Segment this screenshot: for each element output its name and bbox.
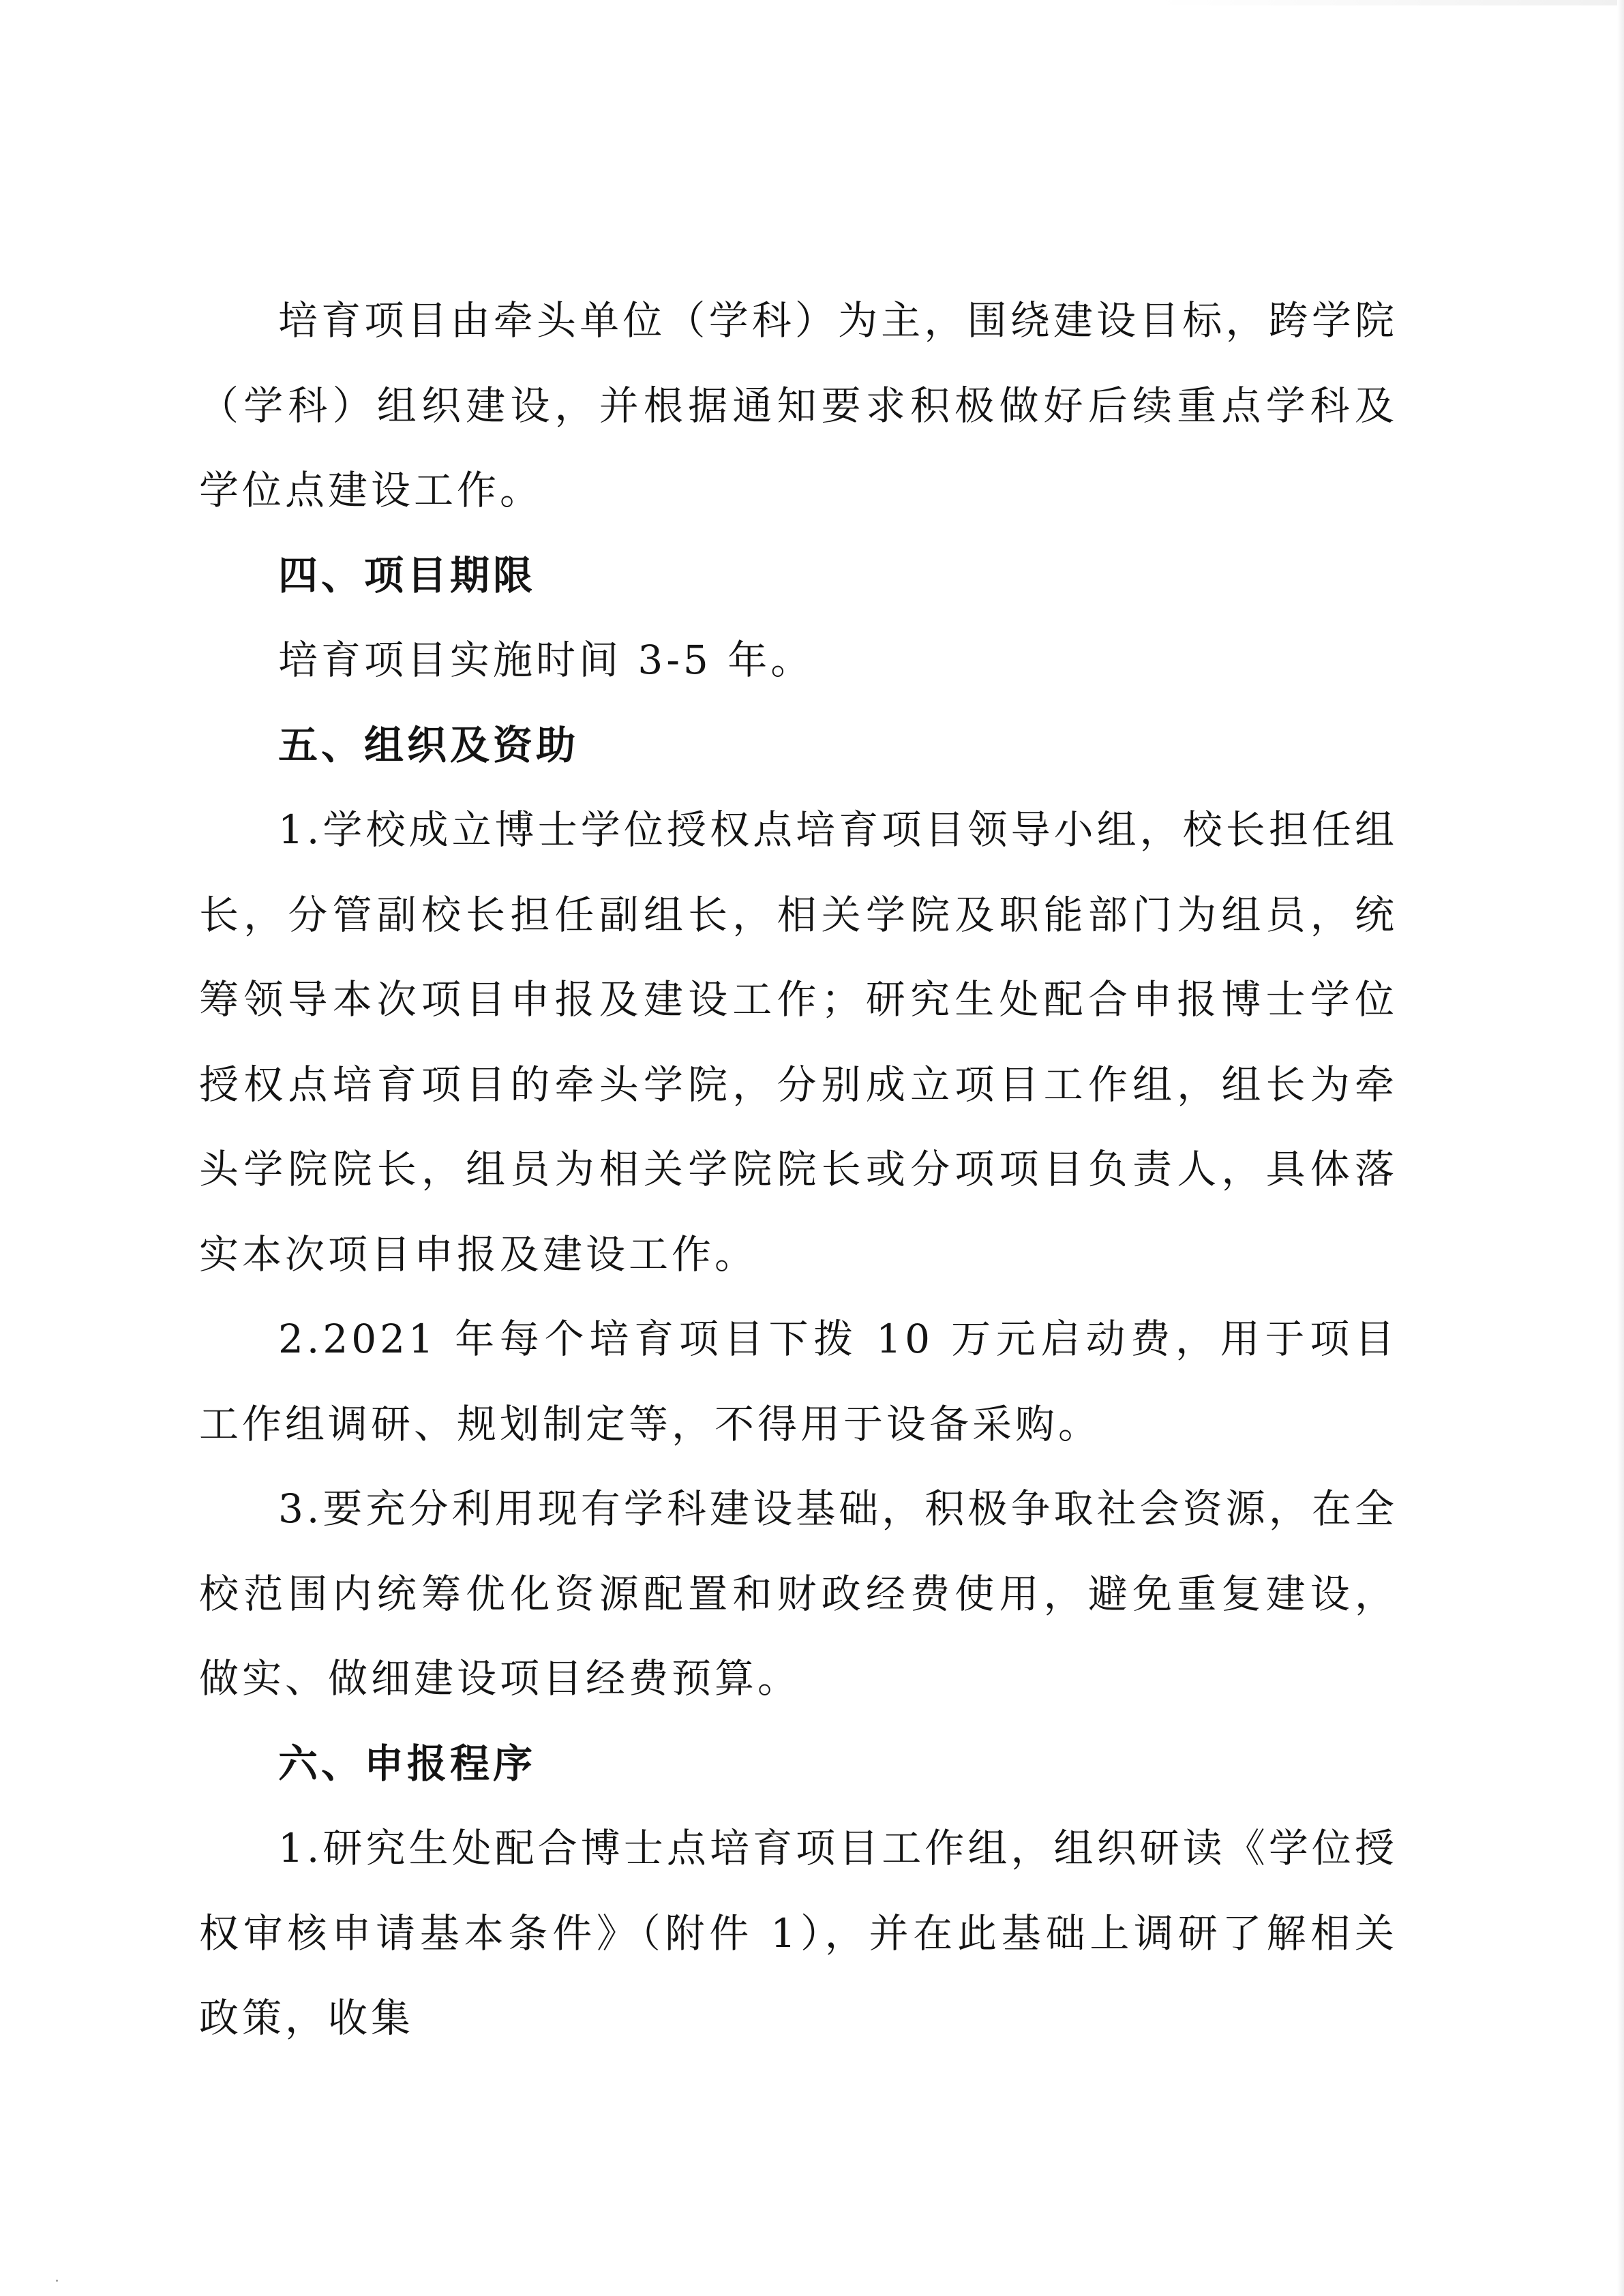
paragraph-leadership-group: 1.学校成立博士学位授权点培育项目领导小组，校长担任组长，分管副校长担任副组长，相关学院及职能部门为组员，统筹领导本次项目申报及建设工作；研究生处配合申报博士学位授权点培育项目的牵头学院，分别成立项目工作组，组长为牵头学院院长，组员为相关学院院长或分项项目负责人，具体落实本次项目申报及建设工作。 bbox=[199, 806, 1398, 1278]
heading-project-period: 四、项目期限 bbox=[278, 552, 537, 599]
paragraph-cultivation-organization: 培育项目由牵头单位（学科）为主，围绕建设目标，跨学院（学科）组织建设，并根据通知要求积极做好后续重点学科及学位点建设工作。 bbox=[199, 297, 1398, 513]
paragraph-resource-use: 3.要充分利用现有学科建设基础，积极争取社会资源，在全校范围内统筹优化资源配置和财政经费使用，避免重复建设，做实、做细建设项目经费预算。 bbox=[199, 1485, 1398, 1702]
heading-organization-funding: 五、组织及资助 bbox=[278, 721, 580, 768]
scan-shadow-edge bbox=[1617, 0, 1624, 2296]
paragraph-implementation-time: 培育项目实施时间 3-5 年。 bbox=[278, 637, 814, 683]
scan-speck bbox=[56, 2280, 58, 2282]
paragraph-startup-funding: 2.2021 年每个培育项目下拨 10 万元启动费，用于项目工作组调研、规划制定等，不得用于设备采购。 bbox=[199, 1316, 1398, 1447]
paragraph-procedure-step-1: 1.研究生处配合博士点培育项目工作组，组织研读《学位授权审核申请基本条件》（附件 1），并在此基础上调研了解相关政策，收集 bbox=[199, 1825, 1398, 2041]
heading-application-procedure: 六、申报程序 bbox=[278, 1740, 537, 1787]
document-body bbox=[199, 278, 1398, 2061]
scan-shadow-top bbox=[1159, 0, 1624, 5]
